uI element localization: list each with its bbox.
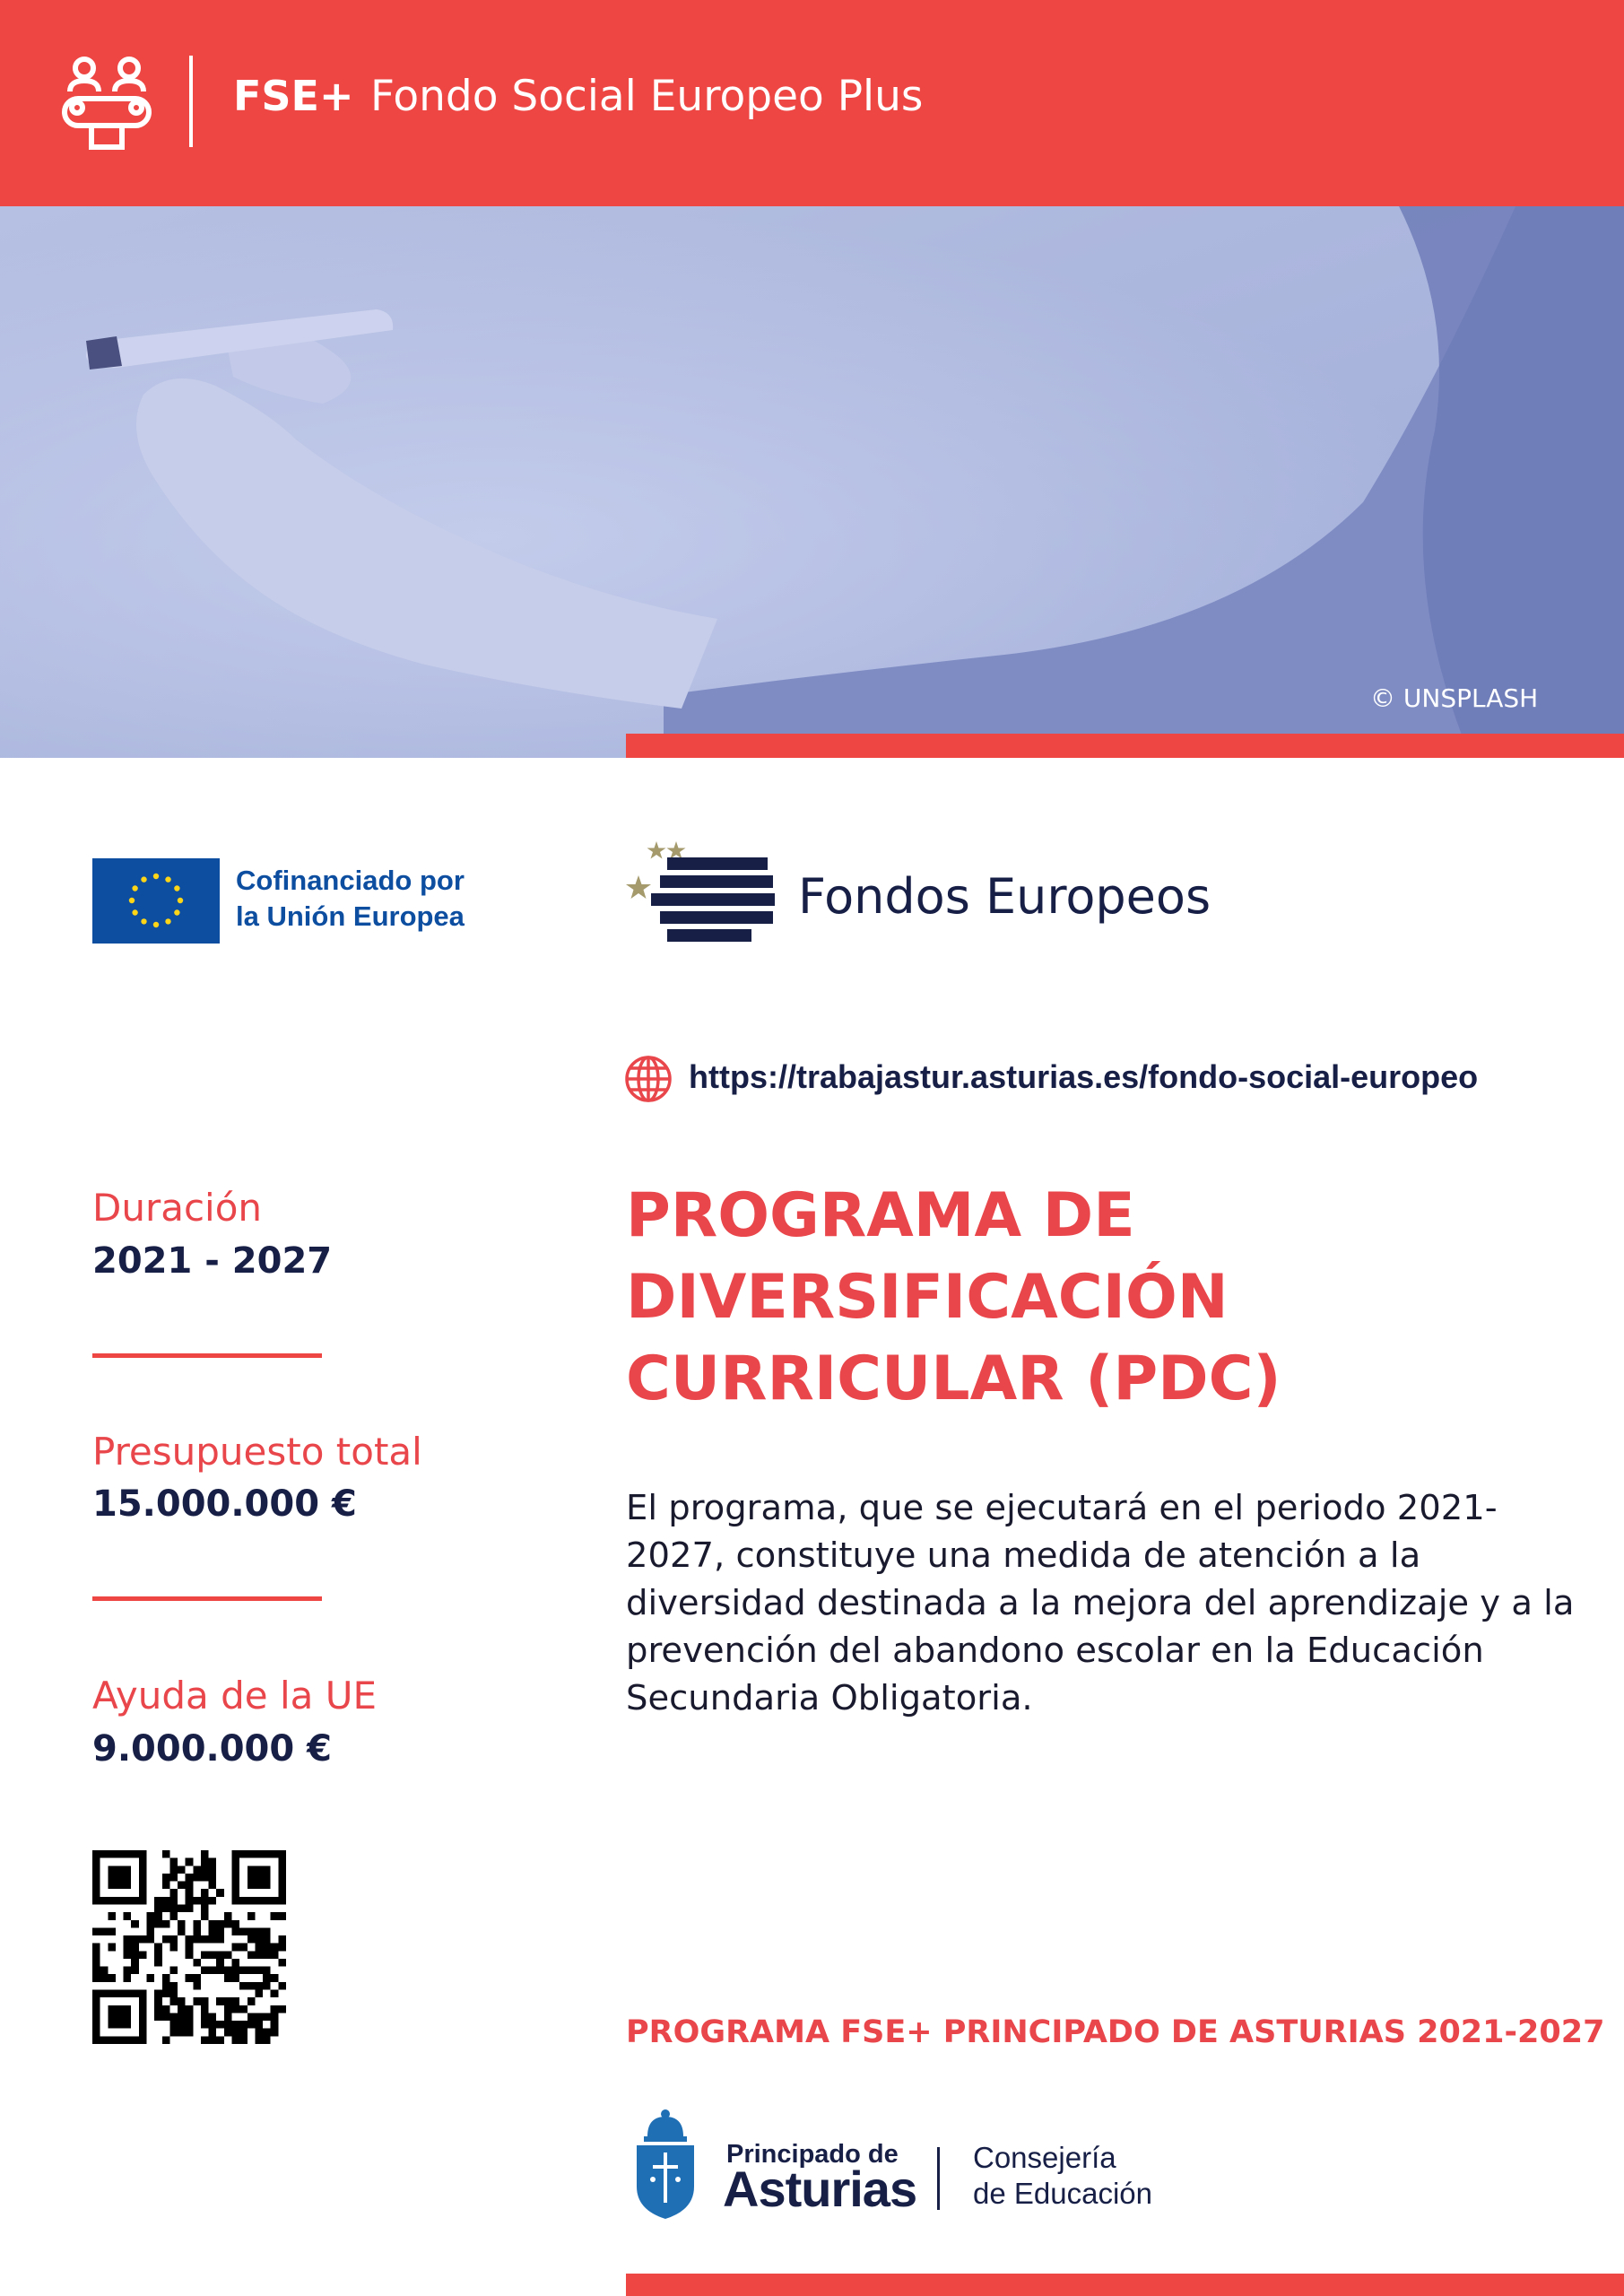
program-footer: PROGRAMA FSE+ PRINCIPADO DE ASTURIAS 2021-2027 xyxy=(626,2014,1605,2050)
department-line1: Consejería xyxy=(973,2141,1116,2174)
header-divider xyxy=(189,56,193,147)
hero-accent-bar xyxy=(626,734,1624,758)
fondos-europeos-logo-icon xyxy=(624,841,777,947)
program-title-line2: DIVERSIFICACIÓN xyxy=(626,1262,1229,1333)
department-line2: de Educación xyxy=(973,2177,1152,2210)
qr-code[interactable] xyxy=(92,1850,286,2044)
program-description: El programa, que se ejecutará en el periodo 2021-2027, constituye una medida de atención a la diversidad destinada a la mejora del aprendizaje y a la prevención del abandono escolar en la Educación Secundaria Obligatoria. xyxy=(626,1488,1575,1718)
eu-aid-value: 9.000.000 € xyxy=(92,1728,332,1770)
program-title xyxy=(626,1175,1568,1420)
separator xyxy=(92,1596,322,1601)
brand-name: Fondo Social Europeo Plus xyxy=(370,72,924,121)
asturias-small-text: Principado de xyxy=(726,2140,899,2169)
department-name xyxy=(973,2140,1152,2212)
eu-aid-label: Ayuda de la UE xyxy=(92,1674,377,1718)
program-title-line1: PROGRAMA DE xyxy=(626,1180,1135,1251)
separator xyxy=(92,1353,322,1358)
eu-text-line1: Cofinanciado por xyxy=(236,865,465,896)
eu-flag-icon xyxy=(92,858,220,944)
asturias-divider xyxy=(937,2147,940,2210)
hero-photo xyxy=(0,206,1624,758)
fondos-europeos-text: Fondos Europeos xyxy=(798,868,1211,925)
budget-value: 15.000.000 € xyxy=(92,1483,357,1525)
asturias-big-text: Asturias xyxy=(723,2161,917,2217)
eu-cofunded-text xyxy=(236,863,465,935)
eu-text-line2: la Unión Europea xyxy=(236,900,465,932)
bottom-accent-bar xyxy=(626,2274,1624,2296)
website-link[interactable]: https://trabajastur.asturias.es/fondo-social-europeo xyxy=(689,1058,1479,1095)
globe-icon xyxy=(624,1055,673,1103)
asturias-shield-icon xyxy=(631,2109,699,2221)
duration-value: 2021 - 2027 xyxy=(92,1240,333,1282)
photo-credit: © UNSPLASH xyxy=(1370,683,1539,713)
people-group-icon xyxy=(57,54,156,152)
brand-short: FSE+ xyxy=(233,72,354,120)
budget-label: Presupuesto total xyxy=(92,1430,422,1474)
duration-label: Duración xyxy=(92,1186,263,1230)
program-title-line3: CURRICULAR (PDC) xyxy=(626,1344,1281,1414)
